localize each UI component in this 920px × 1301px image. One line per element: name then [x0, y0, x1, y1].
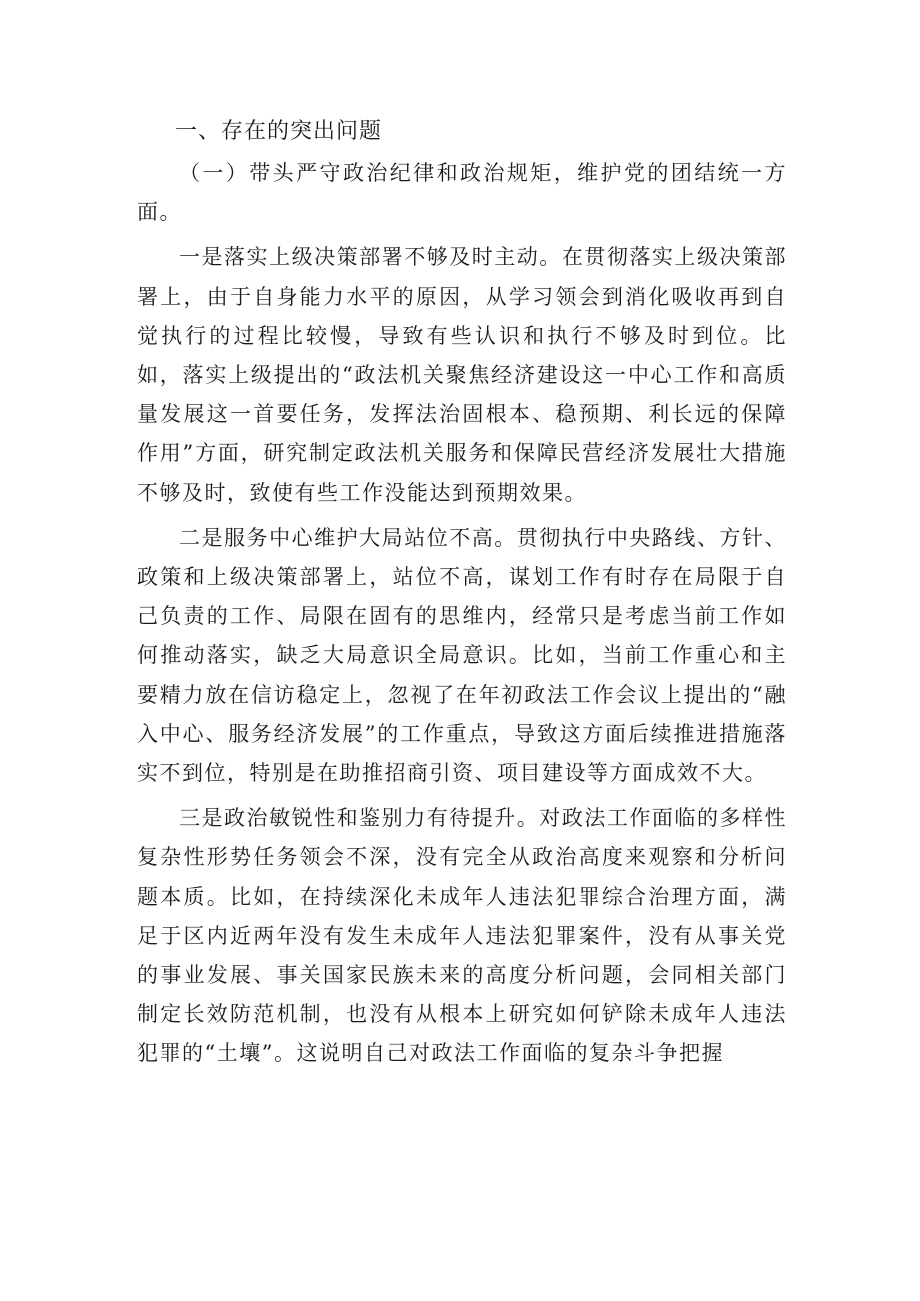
section-heading: 一、存在的突出问题	[175, 119, 383, 144]
paragraph-1: 一是落实上级决策部署不够及时主动。在贯彻落实上级决策部署上，由于自身能力水平的原因，从学习领会到消化吸收再到自觉执行的过程比较慢，导致有些认识和执行不够及时到位。比如，落实上级提出的“政法机关聚焦经济建设这一中心工作和高质量发展这一首要任务，发挥法治固根本、稳预期、利长远的保障作用”方面，研究制定政法机关服务和保障民营经济发展壮大措施不够及时，致使有些工作没能达到预期效果。	[137, 245, 787, 505]
paragraph-3: 三是政治敏锐性和鉴别力有待提升。对政法工作面临的多样性复杂性形势任务领会不深，没有完全从政治高度来观察和分析问题本质。比如，在持续深化未成年人违法犯罪综合治理方面，满足于区内近两年没有发生未成年人违法犯罪案件，没有从事关党的事业发展、事关国家民族未来的高度分析问题，会同相关部门制定长效防范机制，也没有从根本上研究如何铲除未成年人违法犯罪的“土壤”。这说明自己对政法工作面临的复杂斗争把握	[137, 806, 787, 1066]
document-body	[137, 112, 787, 1074]
paragraph-2: 二是服务中心维护大局站位不高。贯彻执行中央路线、方针、政策和上级决策部署上，站位不高，谋划工作有时存在局限于自己负责的工作、局限在固有的思维内，经常只是考虑当前工作如何推动落实，缺乏大局意识全局意识。比如，当前工作重心和主要精力放在信访稳定上，忽视了在年初政法工作会议上提出的“融入中心、服务经济发展”的工作重点，导致这方面后续推进措施落实不到位，特别是在助推招商引资、项目建设等方面成效不大。	[137, 525, 787, 786]
subsection-heading: （一）带头严守政治纪律和政治规矩，维护党的团结统一方面。	[137, 161, 787, 225]
